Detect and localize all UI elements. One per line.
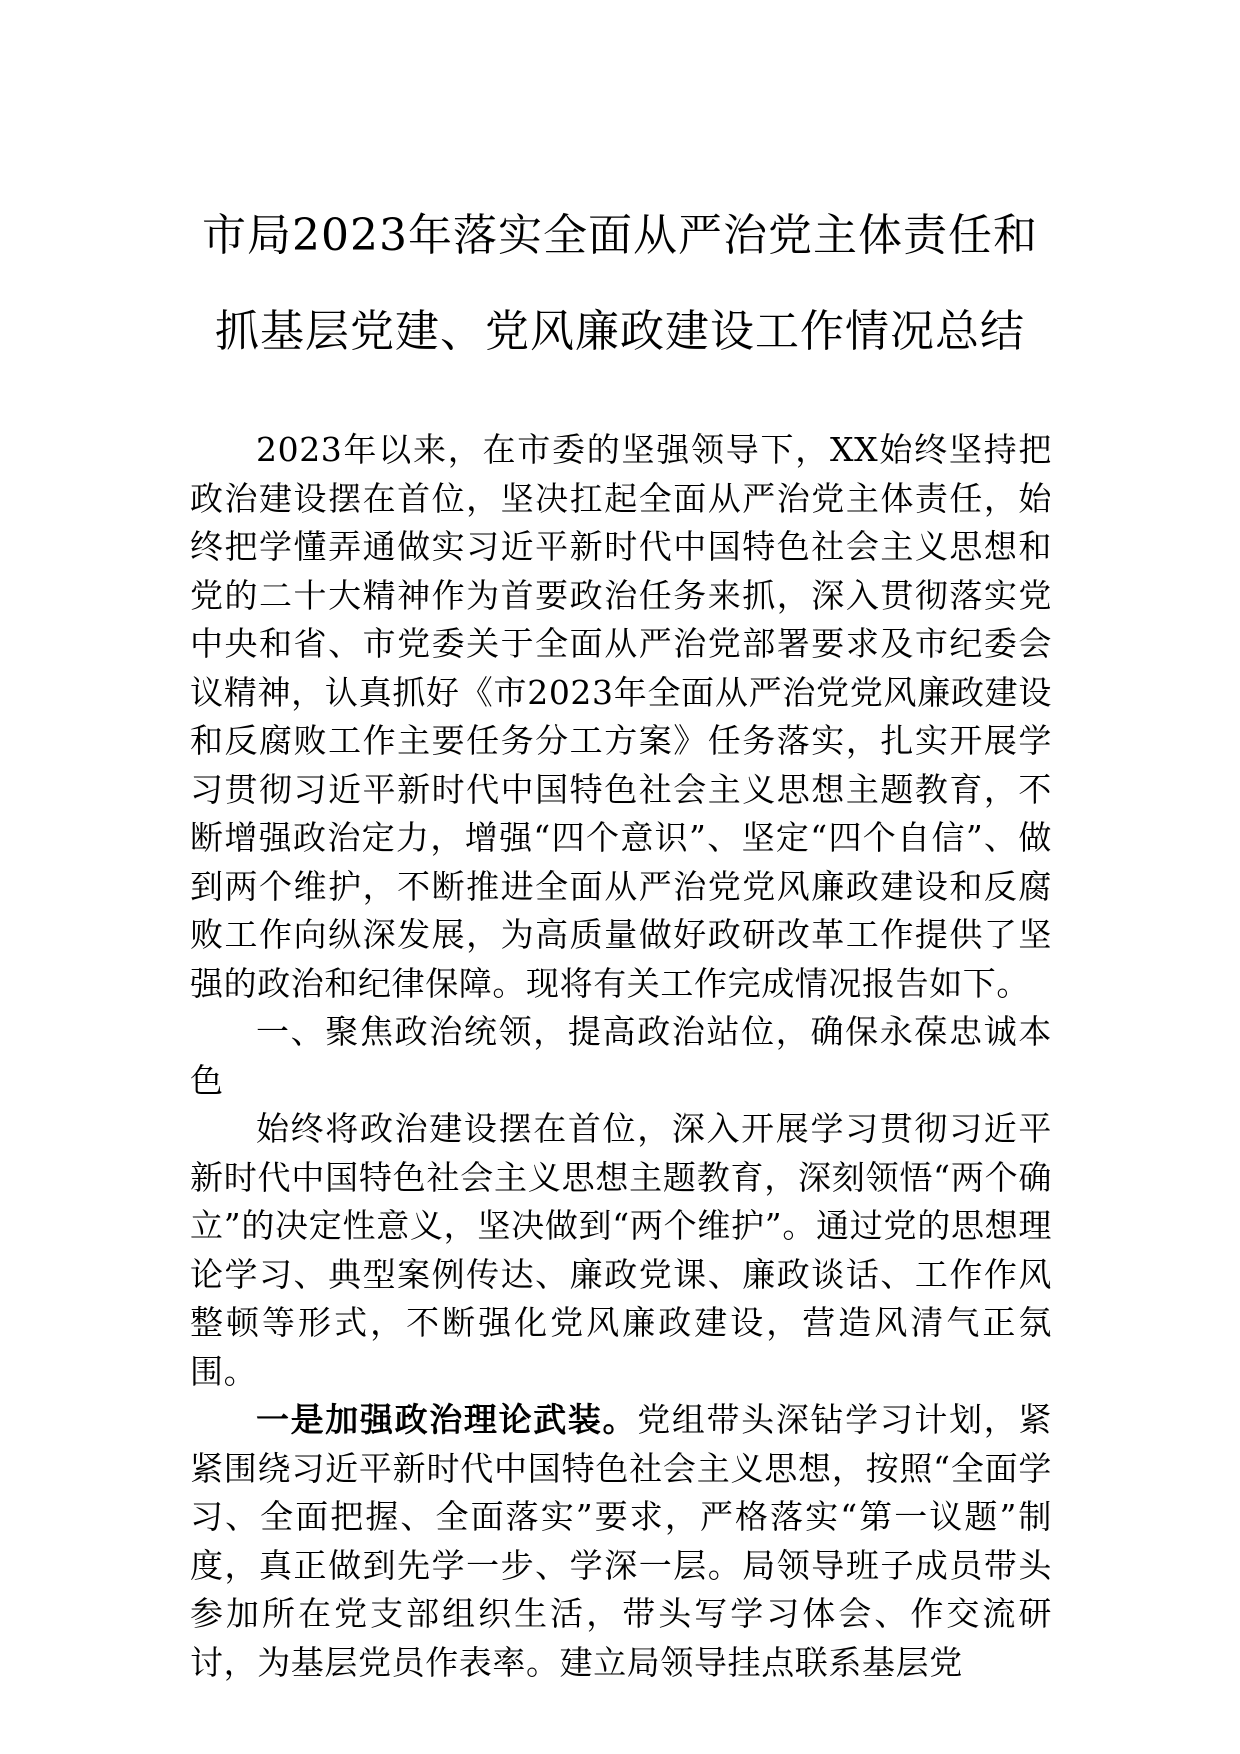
item-1-paragraph (190, 1396, 1052, 1687)
section-1-heading: 一、聚焦政治统领，提高政治站位，确保永葆忠诚本色 (190, 1012, 1052, 1100)
intro-paragraph: 2023年以来，在市委的坚强领导下，XX始终坚持把政治建设摆在首位，坚决扛起全面从严治党主体责任，始终把学懂弄通做实习近平新时代中国特色社会主义思想和党的二十大精神作为首要政治任务来抓，深入贯彻落实党中央和省、市党委关于全面从严治党部署要求及市纪委会议精神，认真抓好《市2023年全面从严治党党风廉政建设和反腐败工作主要任务分工方案》任务落实，扎实开展学习贯彻习近平新时代中国特色社会主义思想主题教育，不断增强政治定力，增强“四个意识”、坚定“四个自信”、做到两个维护，不断推进全面从严治党党风廉政建设和反腐败工作向纵深发展，为高质量做好政研改革工作提供了坚强的政治和纪律保障。现将有关工作完成情况报告如下。 (190, 430, 1052, 1003)
item-1-text: 党组带头深钻学习计划，紧紧围绕习近平新时代中国特色社会主义思想，按照“全面学习、全面把握、全面落实”要求，严格落实“第一议题”制度，真正做到先学一步、学深一层。局领导班子成员带头参加所在党支部组织生活，带头写学习体会、作交流研讨，为基层党员作表率。建立局领导挂点联系基层党 (190, 1400, 1052, 1682)
title-line-2: 抓基层党建、党风廉政建设工作情况总结 (215, 306, 1025, 357)
document-title (150, 188, 1090, 380)
section-1-paragraph: 始终将政治建设摆在首位，深入开展学习贯彻习近平新时代中国特色社会主义思想主题教育，深刻领悟“两个确立”的决定性意义，坚决做到“两个维护”。通过党的思想理论学习、典型案例传达、廉政党课、廉政谈话、工作作风整顿等形式，不断强化党风廉政建设，营造风清气正氛围。 (190, 1109, 1052, 1391)
item-1-lead: 一是加强政治理论武装。 (256, 1400, 638, 1439)
document-body (190, 426, 1052, 1687)
title-line-1: 市局2023年落实全面从严治党主体责任和 (202, 210, 1038, 261)
